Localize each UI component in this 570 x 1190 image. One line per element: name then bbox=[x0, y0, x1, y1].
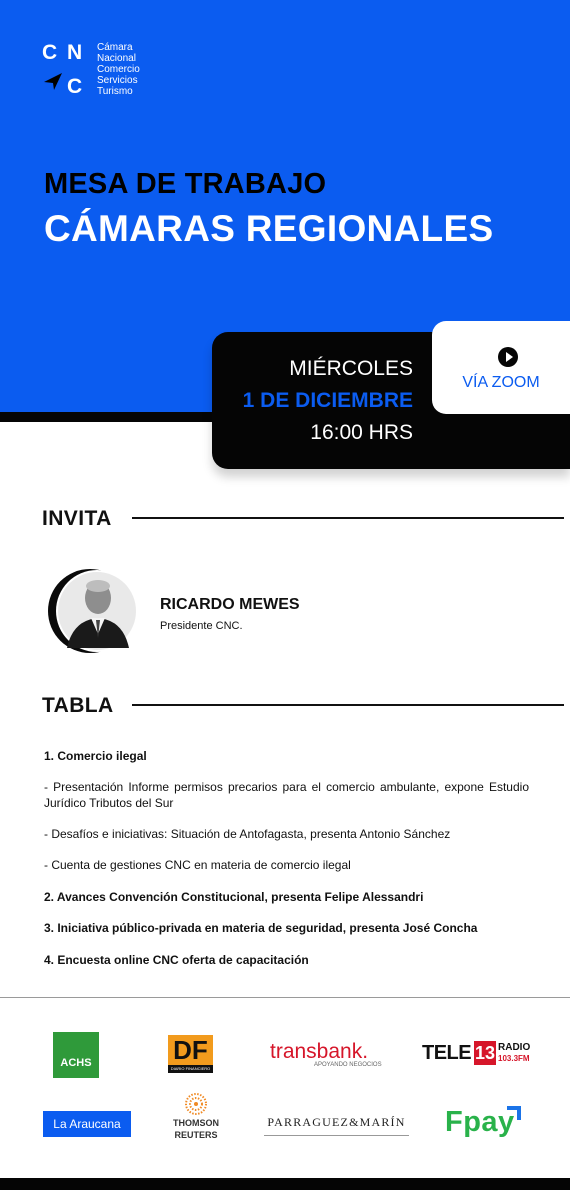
logo-line: Turismo bbox=[97, 86, 133, 97]
event-weekday: MIÉRCOLES bbox=[289, 357, 413, 380]
zoom-card[interactable] bbox=[432, 321, 570, 414]
tele13-mark: TELE bbox=[422, 1042, 472, 1064]
logo-line: Servicios bbox=[97, 75, 138, 86]
title-line1: MESA DE TRABAJO bbox=[44, 168, 327, 200]
transbank-logo bbox=[270, 1040, 385, 1070]
fpay-label: Fpay bbox=[445, 1106, 515, 1138]
df-sub: DIARIO FINANCIERO bbox=[168, 1065, 213, 1073]
footer-bar bbox=[0, 1178, 570, 1190]
logo-line: Comercio bbox=[97, 64, 140, 75]
agenda-heading: TABLA bbox=[42, 694, 114, 717]
parraguez-marin-logo bbox=[264, 1113, 409, 1139]
agenda-item: 2. Avances Convención Constitucional, presenta Felipe Alessandri bbox=[44, 890, 424, 904]
event-date: 1 DE DICIEMBRE bbox=[242, 389, 413, 412]
agenda-item: 3. Iniciativa público-privada en materia de seguridad, presenta José Concha bbox=[44, 921, 478, 935]
fpay-logo bbox=[445, 1104, 525, 1140]
reuters-label: REUTERS bbox=[174, 1130, 218, 1140]
logo-letter-c2: C bbox=[67, 75, 83, 96]
cnc-logo bbox=[42, 40, 172, 100]
agenda-rule bbox=[132, 704, 564, 706]
cnc-monogram-icon bbox=[42, 40, 90, 96]
parraguez-label: PARRAGUEZ&MARÍN bbox=[267, 1115, 406, 1129]
fpay-arrow-icon bbox=[505, 1104, 523, 1122]
agenda-item: - Cuenta de gestiones CNC en materia de comercio ilegal bbox=[44, 858, 351, 872]
agenda-item: 1. Comercio ilegal bbox=[44, 749, 147, 763]
section-divider bbox=[0, 997, 570, 998]
tele13-radio-logo bbox=[422, 1041, 531, 1067]
la-araucana-logo bbox=[43, 1111, 131, 1137]
achs-label: ACHS bbox=[60, 1057, 92, 1069]
tele13-freq: 103.3FM bbox=[498, 1054, 530, 1063]
achs-logo bbox=[53, 1032, 99, 1078]
transbank-mark: transbank. bbox=[270, 1040, 369, 1063]
parraguez-rule bbox=[264, 1135, 409, 1136]
zoom-label: VÍA ZOOM bbox=[462, 374, 540, 391]
invite-rule bbox=[132, 517, 564, 519]
tele13-number: 13 bbox=[474, 1043, 496, 1063]
df-mark: DF bbox=[168, 1035, 213, 1065]
tele13-radio: RADIO bbox=[498, 1042, 531, 1053]
play-icon bbox=[498, 347, 518, 367]
event-time: 16:00 HRS bbox=[310, 421, 413, 444]
avatar bbox=[43, 568, 141, 654]
logo-text bbox=[97, 42, 140, 97]
logo-line: Nacional bbox=[97, 53, 136, 64]
reuters-dots-icon bbox=[185, 1093, 207, 1115]
transbank-sub: APOYANDO NEGOCIOS bbox=[314, 1062, 382, 1068]
arrow-cursor-icon bbox=[44, 73, 62, 90]
agenda-item: - Presentación Informe permisos precarios para el comercio ambulante, expone Estudio Jurídico Tributos del Sur bbox=[44, 780, 529, 810]
invite-heading: INVITA bbox=[42, 507, 112, 530]
la-araucana-label: La Araucana bbox=[53, 1117, 121, 1131]
thomson-label: THOMSON bbox=[173, 1118, 219, 1128]
agenda-item: - Desafíos e iniciativas: Situación de Antofagasta, presenta Antonio Sánchez bbox=[44, 827, 451, 841]
person-role: Presidente CNC. bbox=[160, 620, 243, 632]
person-name: RICARDO MEWES bbox=[160, 596, 300, 613]
logo-letter-c1: C bbox=[42, 41, 58, 64]
title-line2: CÁMARAS REGIONALES bbox=[44, 208, 494, 249]
logo-line: Cámara bbox=[97, 42, 133, 53]
agenda-item: 4. Encuesta online CNC oferta de capacitación bbox=[44, 953, 309, 967]
logo-letter-n: N bbox=[67, 41, 83, 64]
df-logo bbox=[168, 1035, 213, 1073]
thomson-reuters-logo bbox=[166, 1093, 226, 1145]
